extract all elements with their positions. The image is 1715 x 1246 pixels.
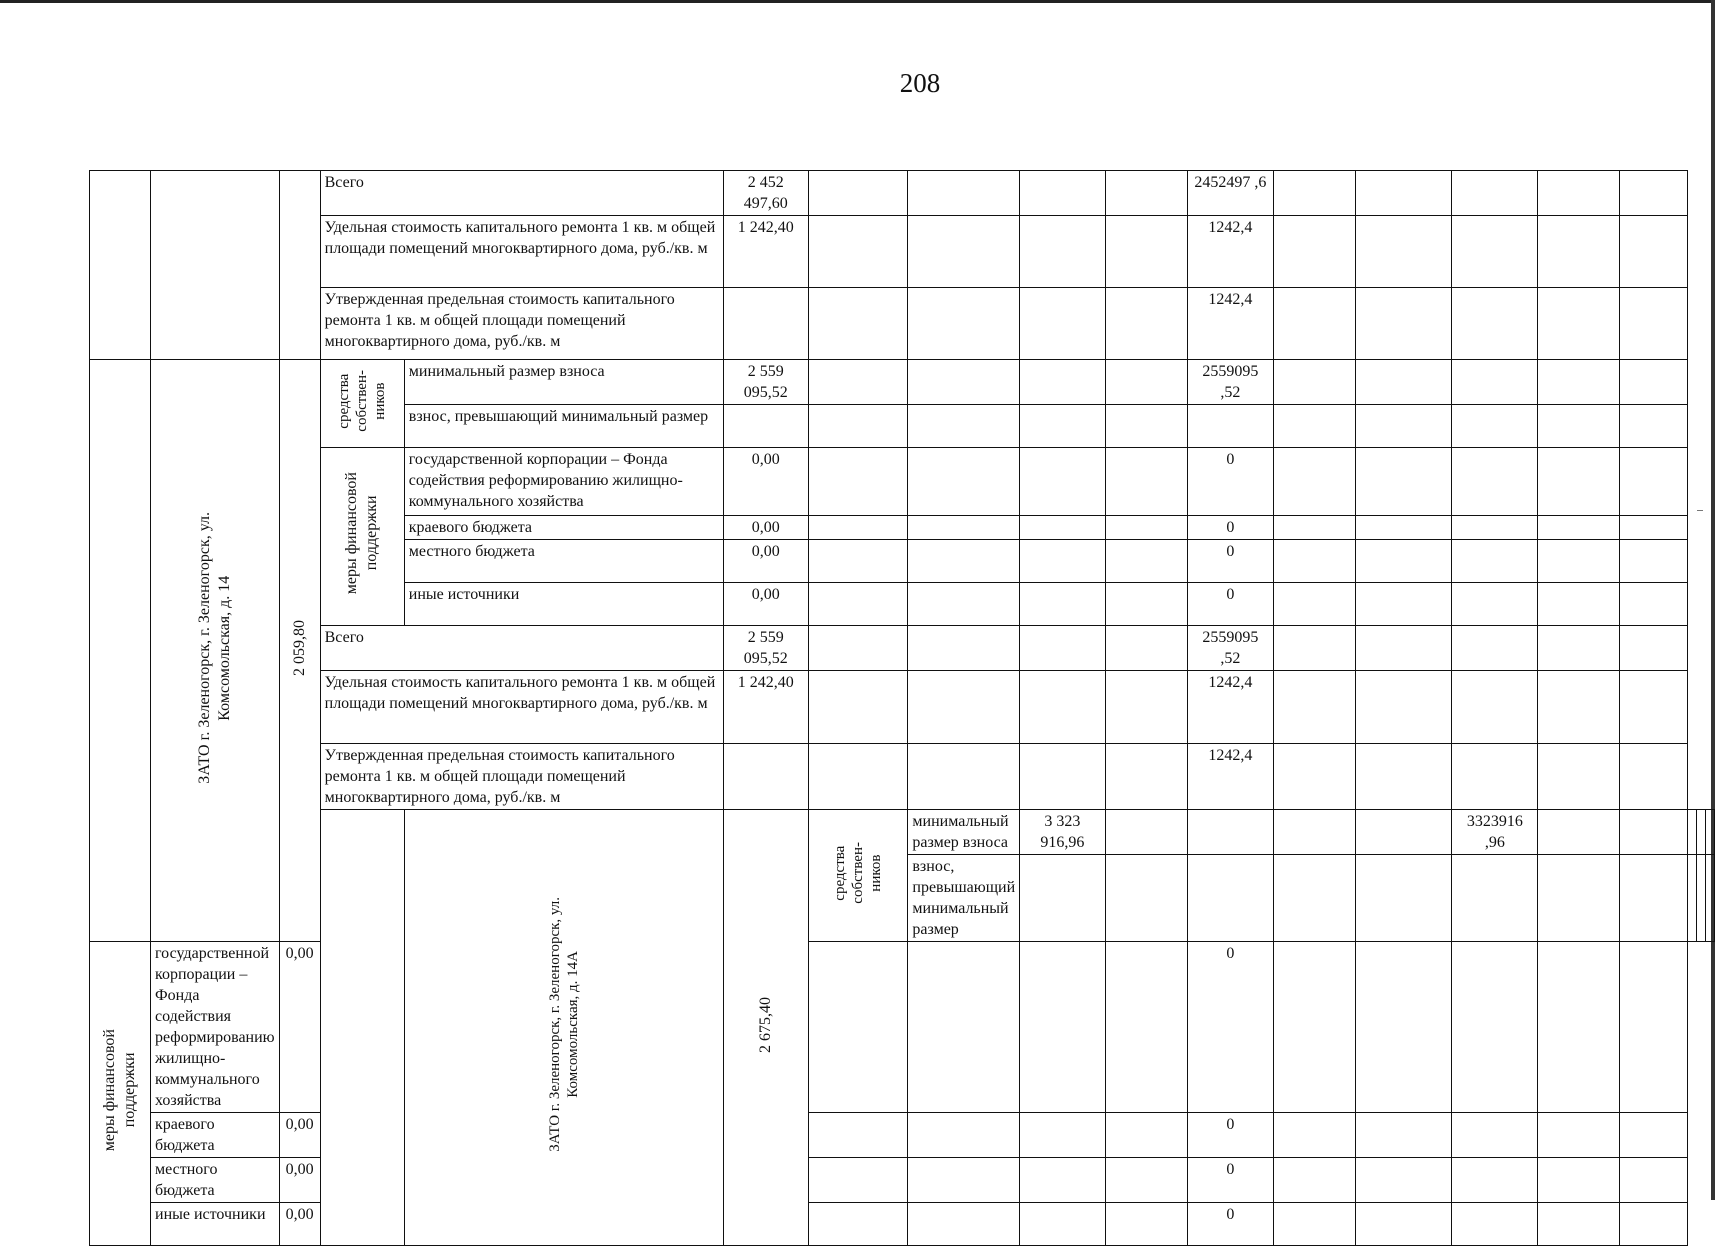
cell-empty	[908, 942, 1020, 1113]
cell-empty	[1538, 583, 1619, 626]
cell-empty	[1706, 855, 1715, 942]
cell-empty	[808, 1113, 907, 1158]
table-row	[90, 216, 1715, 288]
cell-empty	[1274, 360, 1356, 405]
cell-empty	[1619, 448, 1687, 516]
cell-empty	[1452, 626, 1538, 671]
cell-empty	[1274, 1158, 1356, 1203]
mery-cell	[320, 448, 404, 626]
value-total: 2 559 095,52	[723, 360, 808, 405]
cell-empty	[908, 1113, 1020, 1158]
value-col6: 0	[1187, 540, 1273, 583]
cell-empty	[908, 405, 1020, 448]
cell-empty	[1356, 1158, 1452, 1203]
value-col6: 1242,4	[1187, 288, 1273, 360]
value-total: 0,00	[279, 1158, 320, 1203]
address-text: ЗАТО г. Зеленогорск, г. Зеленогорск, ул. Комсомольская, д. 14А	[546, 897, 581, 1152]
cell-empty	[1020, 516, 1105, 540]
cell-empty	[1105, 671, 1187, 744]
cell-empty	[1187, 855, 1273, 942]
cell-empty	[808, 288, 907, 360]
cell-empty	[1020, 360, 1105, 405]
cell-empty	[1619, 626, 1687, 671]
cell-empty	[808, 216, 907, 288]
cell-empty	[908, 1203, 1020, 1246]
address-text: ЗАТО г. Зеленогорск, г. Зеленогорск, ул. Комсомольская, д. 14	[195, 511, 233, 784]
value-col6: 0	[1187, 448, 1273, 516]
cell-empty	[908, 1158, 1020, 1203]
cell-empty	[808, 360, 907, 405]
cell-empty	[1020, 405, 1105, 448]
cell-empty	[908, 516, 1020, 540]
cell-empty	[1105, 744, 1187, 810]
mery-text: меры финансовой поддержки	[101, 1029, 138, 1152]
cell-empty	[151, 171, 280, 360]
value-col6: 1242,4	[1187, 671, 1273, 744]
value-col6: 0	[1187, 1158, 1273, 1203]
cell-empty	[1105, 405, 1187, 448]
cell-empty	[1105, 855, 1187, 942]
cell-empty	[1020, 171, 1105, 216]
cell-empty	[1020, 1113, 1105, 1158]
cell-empty	[808, 1203, 907, 1246]
cell-empty	[908, 288, 1020, 360]
row-label-utverzhdennaya: Утвержденная предельная стоимость капитального ремонта 1 кв. м общей площади помещений многоквартирного дома, руб./кв. м	[320, 744, 723, 810]
table-row	[90, 810, 1715, 855]
cell-empty	[908, 448, 1020, 516]
value-total: 0,00	[279, 942, 320, 1113]
cell-empty	[1619, 810, 1687, 855]
cell-empty	[723, 405, 808, 448]
cell-empty	[1356, 360, 1452, 405]
area-text: 2 059,80	[290, 619, 308, 676]
cell-empty	[1452, 216, 1538, 288]
value-total: 0,00	[723, 540, 808, 583]
cell-empty	[1452, 288, 1538, 360]
value-total: 2 452 497,60	[723, 171, 808, 216]
value-col6: 2452497 ,6	[1187, 171, 1273, 216]
cell-empty	[1452, 405, 1538, 448]
cell-empty	[1452, 855, 1538, 942]
value-total: 2 559 095,52	[723, 626, 808, 671]
cell-empty	[1020, 288, 1105, 360]
cell-empty	[1356, 855, 1452, 942]
row-label-vznos-prev: взнос, превышающий минимальный размер	[908, 855, 1020, 942]
cell-empty	[1356, 1113, 1452, 1158]
cell-empty	[1538, 744, 1619, 810]
value-col6: 0	[1187, 1113, 1273, 1158]
cell-empty	[1538, 1203, 1619, 1246]
cell-empty	[320, 810, 404, 1246]
sredstva-text: средства собствен- ников	[832, 841, 885, 904]
cell-empty	[1020, 1203, 1105, 1246]
row-label-udelnaya: Удельная стоимость капитального ремонта 1 кв. м общей площади помещений многоквартирного дома, руб./кв. м	[320, 216, 723, 288]
cell-empty	[1020, 626, 1105, 671]
cell-empty	[1105, 171, 1187, 216]
sredstva-text: средства собствен- ников	[336, 369, 389, 432]
cell-empty	[1356, 810, 1452, 855]
value-col6: 2559095 ,52	[1187, 626, 1273, 671]
cell-empty	[1538, 1113, 1619, 1158]
cell-empty	[1452, 448, 1538, 516]
cell-empty	[1274, 1113, 1356, 1158]
sredstva-cell	[320, 360, 404, 448]
cell-empty	[1619, 171, 1687, 216]
cell-empty	[908, 360, 1020, 405]
cell-empty	[1538, 216, 1619, 288]
cell-empty	[1274, 671, 1356, 744]
cell-empty	[1020, 942, 1105, 1113]
sredstva-cell	[808, 810, 907, 942]
cell-empty	[1452, 171, 1538, 216]
cell-empty	[1356, 626, 1452, 671]
cell-empty	[1274, 448, 1356, 516]
row-label-min-vznos: минимальный размер взноса	[908, 810, 1020, 855]
cell-empty	[1105, 1203, 1187, 1246]
cell-empty	[808, 448, 907, 516]
cell-empty	[1274, 216, 1356, 288]
cell-empty	[1356, 540, 1452, 583]
capital-repair-table	[89, 170, 1715, 1246]
table-row	[90, 448, 1715, 516]
address-cell	[151, 360, 280, 942]
cell-empty	[1356, 216, 1452, 288]
cell-empty	[1619, 1203, 1687, 1246]
cell-empty	[1020, 855, 1105, 942]
value-col6: 3323916 ,96	[1452, 810, 1538, 855]
cell-empty	[1356, 288, 1452, 360]
cell-empty	[1105, 810, 1187, 855]
cell-empty	[808, 405, 907, 448]
cell-empty	[1538, 942, 1619, 1113]
cell-empty	[1020, 1158, 1105, 1203]
cell-empty	[1619, 216, 1687, 288]
value-col6: 0	[1187, 1203, 1273, 1246]
address-cell	[404, 810, 723, 1246]
value-total: 1 242,40	[723, 216, 808, 288]
cell-empty	[1538, 360, 1619, 405]
cell-empty	[808, 744, 907, 810]
cell-empty	[1452, 1113, 1538, 1158]
value-col6: 1242,4	[1187, 216, 1273, 288]
cell-empty	[1538, 540, 1619, 583]
value-total: 0,00	[279, 1203, 320, 1246]
cell-empty	[279, 171, 320, 360]
cell-empty	[908, 540, 1020, 583]
cell-empty	[908, 626, 1020, 671]
cell-empty	[808, 671, 907, 744]
cell-empty	[1020, 216, 1105, 288]
row-label-inye: иные источники	[404, 583, 723, 626]
value-total: 3 323 916,96	[1020, 810, 1105, 855]
row-label-kraevoy: краевого бюджета	[151, 1113, 280, 1158]
cell-empty	[1274, 810, 1356, 855]
cell-empty	[1452, 671, 1538, 744]
cell-empty	[908, 744, 1020, 810]
cell-empty	[908, 671, 1020, 744]
cell-empty	[1619, 671, 1687, 744]
cell-empty	[1619, 855, 1687, 942]
row-label-vznos-prev: взнос, превышающий минимальный размер	[404, 405, 723, 448]
cell-empty	[1105, 288, 1187, 360]
cell-empty	[1619, 583, 1687, 626]
cell-empty	[1538, 855, 1619, 942]
mery-text: меры финансовой поддержки	[343, 472, 381, 595]
value-col6: 0	[1187, 516, 1273, 540]
cell-empty	[90, 360, 151, 942]
cell-empty	[1274, 516, 1356, 540]
cell-empty	[1538, 171, 1619, 216]
cell-empty	[1020, 671, 1105, 744]
page-number: 208	[899, 68, 941, 98]
cell-empty	[1105, 1158, 1187, 1203]
cell-empty	[1274, 744, 1356, 810]
cell-empty	[1274, 583, 1356, 626]
cell-empty	[1105, 516, 1187, 540]
cell-empty	[1020, 448, 1105, 516]
cell-empty	[1452, 1158, 1538, 1203]
value-col6: 0	[1187, 942, 1273, 1113]
table-row	[90, 744, 1715, 810]
cell-empty	[1105, 216, 1187, 288]
value-col6: 2559095 ,52	[1187, 360, 1273, 405]
cell-empty	[1274, 405, 1356, 448]
cell-empty	[808, 583, 907, 626]
area-text: 2 675,40	[756, 996, 774, 1053]
cell-empty	[1105, 583, 1187, 626]
row-label-vsego: Всего	[320, 171, 723, 216]
cell-empty	[1538, 671, 1619, 744]
cell-empty	[1356, 1203, 1452, 1246]
cell-empty	[723, 288, 808, 360]
cell-empty	[1619, 516, 1687, 540]
cell-empty	[1688, 810, 1697, 855]
cell-empty	[1538, 1158, 1619, 1203]
cell-empty	[1619, 942, 1687, 1113]
cell-empty	[1105, 1113, 1187, 1158]
cell-empty	[1274, 942, 1356, 1113]
cell-empty	[1356, 583, 1452, 626]
cell-empty	[1020, 583, 1105, 626]
cell-empty	[1105, 360, 1187, 405]
cell-empty	[1452, 942, 1538, 1113]
cell-empty	[1619, 405, 1687, 448]
scan-edge-top	[0, 0, 1715, 3]
cell-empty	[1538, 288, 1619, 360]
cell-empty	[808, 942, 907, 1113]
cell-empty	[1020, 540, 1105, 583]
cell-empty	[1356, 671, 1452, 744]
value-total: 0,00	[279, 1113, 320, 1158]
table-row	[90, 671, 1715, 744]
cell-empty	[1538, 448, 1619, 516]
table-row	[90, 288, 1715, 360]
cell-empty	[1274, 171, 1356, 216]
area-cell	[279, 360, 320, 942]
row-label-min-vznos: минимальный размер взноса	[404, 360, 723, 405]
table-row	[90, 626, 1715, 671]
cell-empty	[1619, 744, 1687, 810]
cell-empty	[908, 583, 1020, 626]
row-label-goskorp: государственной корпорации – Фонда содействия реформированию жилищно-коммунального хозяйства	[404, 448, 723, 516]
value-col6: 1242,4	[1187, 744, 1273, 810]
cell-empty	[808, 540, 907, 583]
cell-empty	[1356, 942, 1452, 1113]
value-total: 0,00	[723, 516, 808, 540]
cell-empty	[908, 171, 1020, 216]
cell-empty	[1274, 626, 1356, 671]
value-total: 0,00	[723, 448, 808, 516]
cell-empty	[1538, 810, 1619, 855]
cell-empty	[1697, 855, 1706, 942]
cell-empty	[1187, 810, 1273, 855]
row-label-vsego: Всего	[320, 626, 723, 671]
cell-empty	[1688, 855, 1697, 942]
cell-empty	[1105, 626, 1187, 671]
cell-empty	[1274, 288, 1356, 360]
cell-empty	[908, 216, 1020, 288]
cell-empty	[1452, 516, 1538, 540]
cell-empty	[1020, 744, 1105, 810]
cell-empty	[1187, 405, 1273, 448]
cell-empty	[1452, 744, 1538, 810]
cell-empty	[1356, 744, 1452, 810]
cell-empty	[723, 744, 808, 810]
cell-empty	[1538, 516, 1619, 540]
cell-empty	[1619, 1113, 1687, 1158]
cell-empty	[1274, 855, 1356, 942]
cell-empty	[1706, 810, 1715, 855]
area-cell	[723, 810, 808, 1246]
cell-empty	[808, 516, 907, 540]
cell-empty	[1274, 1203, 1356, 1246]
table-row	[90, 171, 1715, 216]
cell-empty	[1452, 1203, 1538, 1246]
cell-empty	[808, 626, 907, 671]
row-label-udelnaya: Удельная стоимость капитального ремонта 1 кв. м общей площади помещений многоквартирного дома, руб./кв. м	[320, 671, 723, 744]
cell-empty	[1619, 288, 1687, 360]
cell-empty	[1356, 448, 1452, 516]
cell-empty	[1274, 540, 1356, 583]
cell-empty	[808, 171, 907, 216]
cell-empty	[1105, 942, 1187, 1113]
cell-empty	[90, 171, 151, 360]
row-label-mestnyy: местного бюджета	[404, 540, 723, 583]
cell-empty	[808, 1158, 907, 1203]
cell-empty	[1619, 1158, 1687, 1203]
cell-empty	[1538, 626, 1619, 671]
cell-empty	[1356, 405, 1452, 448]
cell-empty	[1356, 516, 1452, 540]
cell-empty	[1356, 171, 1452, 216]
value-total: 1 242,40	[723, 671, 808, 744]
table-row	[90, 360, 1715, 405]
row-label-utverzhdennaya: Утвержденная предельная стоимость капитального ремонта 1 кв. м общей площади помещений многоквартирного дома, руб./кв. м	[320, 288, 723, 360]
cell-empty	[1538, 405, 1619, 448]
cell-empty	[1619, 540, 1687, 583]
cell-empty	[1452, 583, 1538, 626]
cell-empty	[1452, 360, 1538, 405]
row-label-kraevoy: краевого бюджета	[404, 516, 723, 540]
row-label-goskorp: государственной корпорации – Фонда содействия реформированию жилищно-коммунального хозяйства	[151, 942, 280, 1113]
cell-empty	[1105, 540, 1187, 583]
cell-empty	[1105, 448, 1187, 516]
row-label-mestnyy: местного бюджета	[151, 1158, 280, 1203]
cell-empty	[1697, 810, 1706, 855]
value-total: 0,00	[723, 583, 808, 626]
row-label-inye: иные источники	[151, 1203, 280, 1246]
value-col6: 0	[1187, 583, 1273, 626]
cell-empty	[1452, 540, 1538, 583]
cell-empty	[1619, 360, 1687, 405]
